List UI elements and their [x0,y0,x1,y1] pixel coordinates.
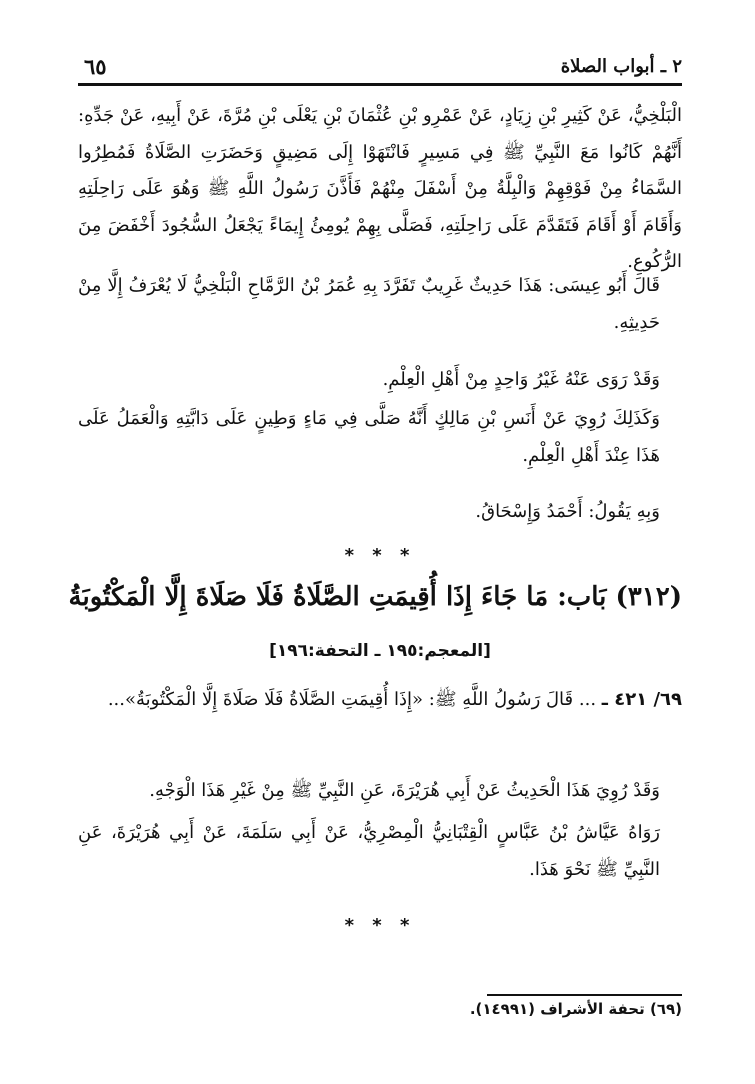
hadith-number: ٦٩/ ٤٢١ ـ [601,689,682,710]
chapter-reference: [المعجم:١٩٥ ـ التحفة:١٩٦] [269,641,491,661]
section-separator: * * * [344,545,416,566]
footnote-rule [487,994,682,996]
header-rule [78,83,682,86]
page-number: ٦٥ [84,54,107,79]
paragraph-ahmad: وَبِهِ يَقُولُ: أَحْمَدُ وَإِسْحَاقُ. [475,501,660,522]
footnote: (٦٩) تحفة الأشراف (١٤٩٩١). [469,1000,682,1018]
paragraph-narrators: وَقَدْ رَوَى عَنْهُ غَيْرُ وَاحِدٍ مِنْ أَهْلِ الْعِلْمِ. [382,369,660,390]
paragraph-abu-isa: قَالَ أَبُو عِيسَى: هَذَا حَدِيثٌ غَرِيبٌ تَفَرَّدَ بِهِ عُمَرُ بْنُ الرَّمَّاحِ الْبَلْخِيُّ لَا يُعْرَفُ إِلَّا مِنْ حَدِيثِهِ. [78,275,660,333]
section-separator-2: * * * [344,915,416,936]
paragraph-ayyash: رَوَاهُ عَيَّاشُ بْنُ عَبَّاسٍ الْقِتْبَانِيُّ الْمِصْرِيُّ، عَنْ أَبِي سَلَمَةَ، عَنْ أَبِي هُرَيْرَةَ، عَنِ النَّبِيِّ ﷺ نَحْوَ هَذَا. [78,822,660,880]
opening-paragraph: الْبَلْخِيُّ، عَنْ كَثِيرِ بْنِ زِيَادٍ، عَنْ عَمْرِو بْنِ عُثْمَانَ بْنِ يَعْلَى بْنِ مُرَّةَ، عَنْ أَبِيهِ، عَنْ جَدِّهِ: أَنَّهُمْ كَانُوا مَعَ النَّبِيِّ ﷺ فِي مَسِيرٍ فَانْتَهَوْا إِلَى مَضِيقٍ وَحَضَرَتِ الصَّلَاةُ فَمُطِرُوا السَّمَاءُ مِنْ فَوْقِهِمْ وَالْبِلَّةُ مِنْ أَسْفَلَ مِنْهُمْ فَأَذَّنَ رَسُولُ اللَّهِ ﷺ وَهُوَ عَلَى رَاحِلَتِهِ وَأَقَامَ أَوْ أَقَامَ فَتَقَدَّمَ عَلَى رَاحِلَتِهِ، فَصَلَّى بِهِمْ يُومِئُ إِيمَاءً يَجْعَلُ السُّجُودَ أَخْفَضَ مِنَ الرُّكُوعِ. [78,105,682,272]
hadith-text: ... قَالَ رَسُولُ اللَّهِ ﷺ: «إِذَا أُقِيمَتِ الصَّلَاةُ فَلَا صَلَاةَ إِلَّا الْمَكْتُوبَةُ»... [107,689,597,710]
page-header [78,50,682,86]
chapter-heading: (٣١٢) بَاب: مَا جَاءَ إِذَا أُقِيمَتِ الصَّلَاةُ فَلَا صَلَاةَ إِلَّا الْمَكْتُوبَةُ [68,582,682,612]
paragraph-anas: وَكَذَلِكَ رُوِيَ عَنْ أَنَسِ بْنِ مَالِكٍ أَنَّهُ صَلَّى فِي مَاءٍ وَطِينٍ عَلَى دَابَّتِهِ وَالْعَمَلُ عَلَى هَذَا عِنْدَ أَهْلِ الْعِلْمِ. [78,408,660,466]
chapter-running-title: ٢ ـ أبواب الصلاة [560,56,682,77]
paragraph-abu-hurayra: وَقَدْ رُوِيَ هَذَا الْحَدِيثُ عَنْ أَبِي هُرَيْرَةَ، عَنِ النَّبِيِّ ﷺ مِنْ غَيْرِ هَذَا الْوَجْهِ. [149,780,660,801]
hadith-entry [78,682,682,719]
